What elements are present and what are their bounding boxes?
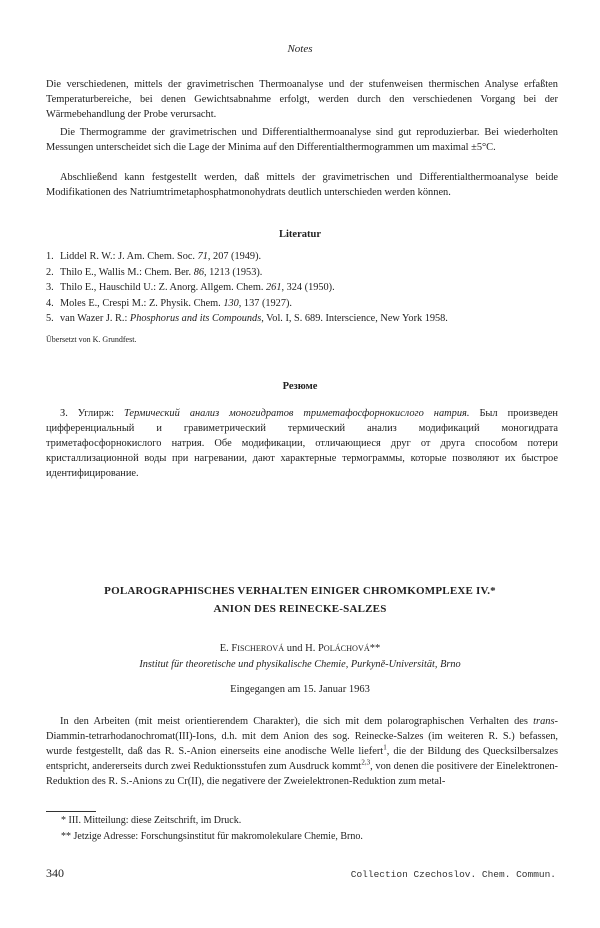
reference-item: 4. Moles E., Crespi M.: Z. Physik. Chem. 130, 137 (1927).: [46, 297, 292, 309]
resume-heading: Резюме: [282, 381, 318, 392]
page-number: 340: [46, 866, 64, 880]
article-title-line-2: ANION DES REINECKE-SALZES: [213, 603, 387, 615]
journal-name: Collection Czechoslov. Chem. Commun.: [350, 869, 556, 880]
received-date: Eingegangen am 15. Januar 1963: [230, 684, 370, 695]
paragraph-reproducibility: Die Thermogramme der gravimetrischen und Differentialthermoanalyse sind gut reproduzierbar. Bei wiederholten Messungen unterscheidet sich die Lage der Minima auf den Differentialthermogrammen um maximal ±5°C.: [46, 127, 558, 153]
paragraph-conclusion: Abschließend kann festgestellt werden, daß mittels der gravimetrischen und Differentialthermoanalyse beide Modifikationen des Natriumtrimetaphosphatmonohydrats deutlich unterschieden werden können.: [46, 172, 558, 198]
article-body-paragraph: In den Arbeiten (mit meist orientierendem Charakter), die sich mit dem polarographischen Verhalten des trans-Diammin-tetrarhodanochromat(III)-Ions, d.h. mit dem Anion des sog. Reinecke-Salzes (im weiteren R. S.) befassen, wurde festgestellt, daß das R. S.-Anion einerseits eine anodische Welle liefert$^1$, die der Bildung des Quecksilbersalzes entspricht, andererseits durch zwei Reduktionsstufen zum Ausdruck kommt$^{2,3}$, von denen die positivere der Einelektronen-Reduktion des R. S.-Anions zu Cr(II), die negativere der Zweielektronen-Reduktion zum metal-: [46, 716, 558, 787]
article-affiliation: Institut für theoretische und physikalische Chemie, Purkyně-Universität, Brno: [139, 659, 461, 670]
translator-note: Übersetzt von K. Grundfest.: [46, 335, 137, 344]
reference-item: 5. van Wazer J. R.: Phosphorus and its Compounds, Vol. I, S. 689. Interscience, New York 1958.: [46, 313, 448, 324]
paragraph-temperature-ranges: Die verschiedenen, mittels der gravimetrischen Thermoanalyse und der stufenweisen thermischen Analyse erfaßten Temperaturbereiche, bei denen Gewichtsabnahme erfolgt, werden durch den verschiedenen Vorgang bei der Wärmebehandlung der Probe verursacht.: [46, 79, 558, 120]
resume-body: Был произведен цифференциальный и гравиметрический термический анализ модификаций моногидрата триметафосфорнокислого натрия. Обе модификации, отличающиеся друг от друга способом потери кристаллизационной воды при нагревании, дают характерные термограммы, которые позволяют их быстрое идентифицирование.: [46, 408, 558, 479]
literature-heading: Literatur: [279, 229, 321, 240]
reference-item: 1. Liddel R. W.: J. Am. Chem. Soc. 71, 207 (1949).: [46, 251, 262, 262]
resume-author: З. Углирж:: [60, 408, 124, 419]
reference-item: 2. Thilo E., Wallis M.: Chem. Ber. 86, 1213 (1953).: [46, 266, 263, 278]
article-authors: E. FISCHEROVÁ und H. POLÁCHOVÁ**: [219, 643, 381, 654]
running-head: Notes: [287, 43, 313, 55]
article-title-line-1: POLAROGRAPHISCHES VERHALTEN EINIGER CHROMKOMPLEXE IV.*: [104, 585, 496, 597]
footnote-2: ** Jetzige Adresse: Forschungsinstitut für makromolekulare Chemie, Brno.: [61, 831, 363, 842]
resume-paragraph: [46, 406, 558, 481]
footnote-rule: [46, 811, 96, 812]
resume-title: Термический анализ моногидратов триметафосфорнокислого натрия.: [124, 408, 470, 419]
footnote-1: * III. Mitteilung: diese Zeitschrift, im Druck.: [61, 815, 242, 826]
reference-item: 3. Thilo E., Hauschild U.: Z. Anorg. Allgem. Chem. 261, 324 (1950).: [46, 282, 335, 293]
reference-list: [46, 249, 566, 327]
